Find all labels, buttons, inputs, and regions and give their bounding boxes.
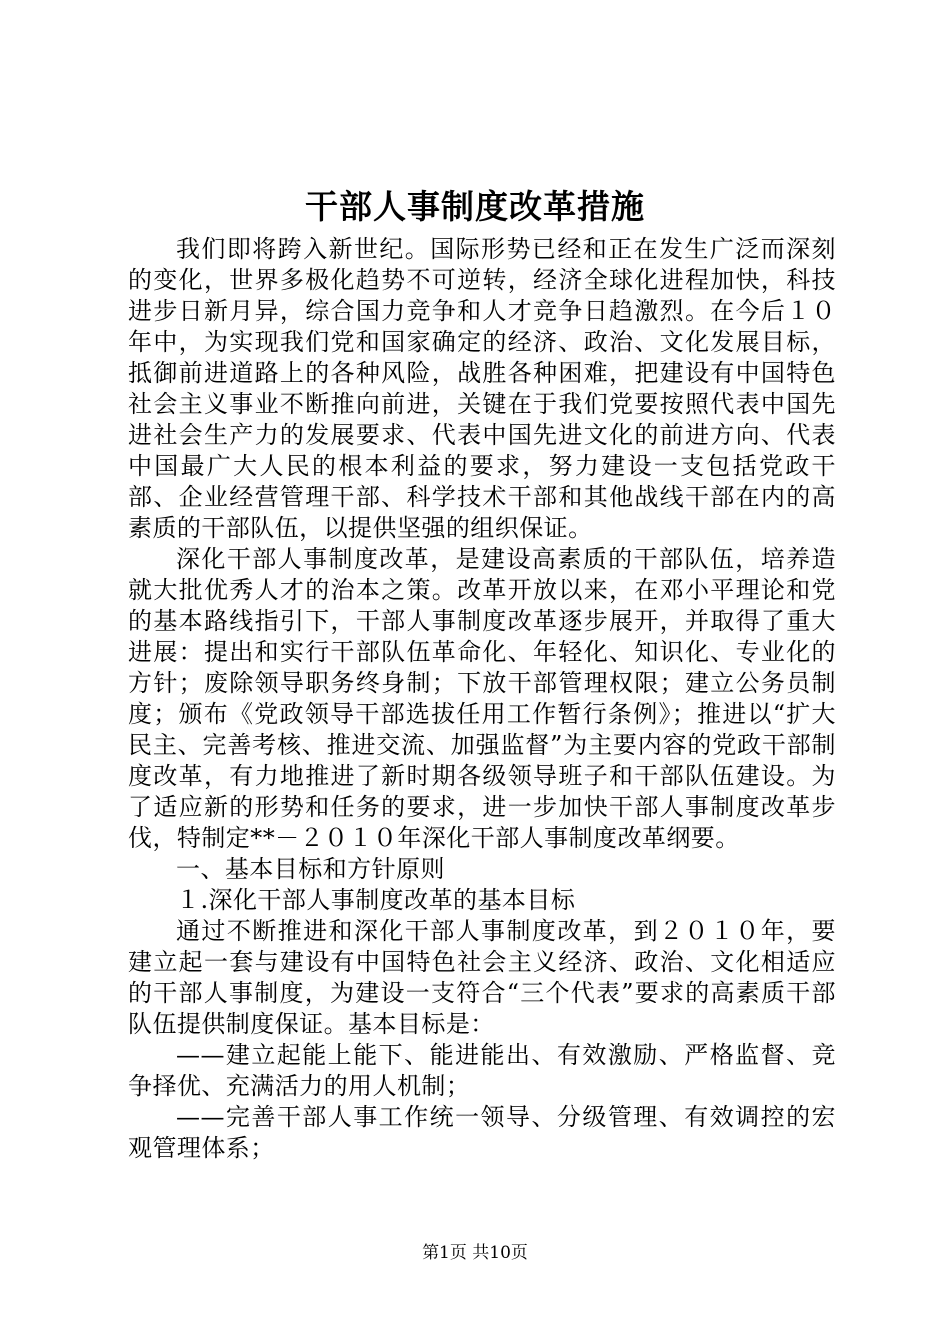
document-body [128,234,836,1164]
page-footer: 第1页 共10页 [422,1243,528,1263]
paragraph-reform: 深化干部人事制度改革，是建设高素质的干部队伍，培养造就大批优秀人才的治本之策。改革开放以来，在邓小平理论和党的基本路线指引下，干部人事制度改革逐步展开，并取得了重大进展：提出和实行干部队伍革命化、年轻化、知识化、专业化的方针；废除领导职务终身制；下放干部管理权限；建立公务员制度；颁布《党政领导干部选拔任用工作暂行条例》；推进以“扩大民主、完善考核、推进交流、加强监督”为主要内容的党政干部制度改革，有力地推进了新时期各级领导班子和干部队伍建设。为了适应新的形势和任务的要求，进一步加快干部人事制度改革步伐，特制定**－２０１０年深化干部人事制度改革纲要。 [128,545,836,852]
paragraph-goal: 通过不断推进和深化干部人事制度改革，到２０１０年，要建立起一套与建设有中国特色社会主义经济、政治、文化相适应的干部人事制度，为建设一支符合“三个代表”要求的高素质干部队伍提供制度保证。基本目标是： [128,917,836,1038]
subsection-heading: １.深化干部人事制度改革的基本目标 [176,886,576,914]
document-title: 干部人事制度改革措施 [305,187,645,226]
section-heading: 一、基本目标和方针原则 [176,855,445,883]
goal-item-1: ——建立起能上能下、能进能出、有效激励、严格监督、竞争择优、充满活力的用人机制； [128,1041,836,1100]
paragraph-intro: 我们即将跨入新世纪。国际形势已经和正在发生广泛而深刻的变化，世界多极化趋势不可逆转，经济全球化进程加快，科技进步日新月异，综合国力竞争和人才竞争日趋激烈。在今后１０年中，为实现我们党和国家确定的经济、政治、文化发展目标，抵御前进道路上的各种风险，战胜各种困难，把建设有中国特色社会主义事业不断推向前进，关键在于我们党要按照代表中国先进社会生产力的发展要求、代表中国先进文化的前进方向、代表中国最广大人民的根本利益的要求，努力建设一支包括党政干部、企业经营管理干部、科学技术干部和其他战线干部在内的高素质的干部队伍，以提供坚强的组织保证。 [128,235,836,542]
goal-item-2: ——完善干部人事工作统一领导、分级管理、有效调控的宏观管理体系； [128,1103,836,1162]
